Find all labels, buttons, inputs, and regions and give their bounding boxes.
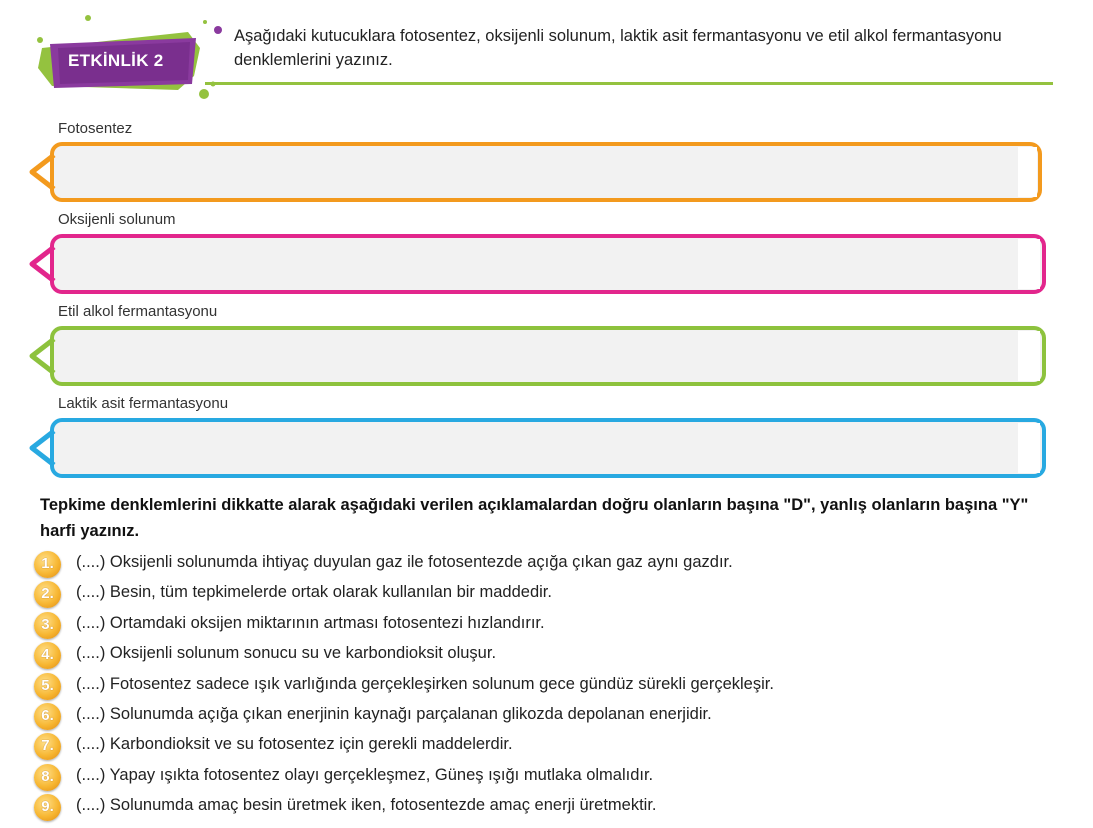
header-divider <box>205 82 1053 85</box>
questions-heading: Tepkime denklemlerini dikkatte alarak aşağıdaki verilen açıklamalardan doğru olanların başına "D", yanlış olanların başına "Y" harfi yazınız. <box>40 496 1029 540</box>
question-text[interactable]: (....) Ortamdaki oksijen miktarının artması fotosentezi hızlandırır. <box>76 614 545 632</box>
question-number: 4. <box>41 646 54 663</box>
question-number: 1. <box>41 555 54 572</box>
question-item <box>34 611 1034 641</box>
question-number: 6. <box>41 707 54 724</box>
question-item <box>34 550 1034 580</box>
question-item <box>34 793 1034 823</box>
question-item <box>34 732 1034 762</box>
answer-box-oksijenli-solunum[interactable] <box>28 233 1048 295</box>
question-item <box>34 763 1034 793</box>
box-label-laktik-asit: Laktik asit fermantasyonu <box>58 395 229 412</box>
answer-box-fotosentez[interactable] <box>28 141 1048 203</box>
question-number: 3. <box>41 616 54 633</box>
question-item <box>34 672 1034 702</box>
question-text[interactable]: (....) Yapay ışıkta fotosentez olayı gerçekleşmez, Güneş ışığı mutlaka olmalıdır. <box>76 766 654 784</box>
answer-box-laktik-asit[interactable] <box>28 417 1048 479</box>
question-item <box>34 580 1034 610</box>
question-item <box>34 641 1034 671</box>
box-label-etil-alkol: Etil alkol fermantasyonu <box>58 303 218 320</box>
box-label-oksijenli-solunum: Oksijenli solunum <box>58 211 176 228</box>
question-text[interactable]: (....) Oksijenli solunumda ihtiyaç duyulan gaz ile fotosentezde açığa çıkan gaz aynı gazdır. <box>76 553 733 571</box>
activity-badge <box>28 14 228 100</box>
question-text[interactable]: (....) Solunumda açığa çıkan enerjinin kaynağı parçalanan glikozda depolanan enerjidir. <box>76 705 712 723</box>
question-text[interactable]: (....) Besin, tüm tepkimelerde ortak olarak kullanılan bir maddedir. <box>76 583 552 601</box>
question-number: 8. <box>41 768 54 785</box>
box-label-fotosentez: Fotosentez <box>58 120 133 137</box>
question-number: 5. <box>41 677 54 694</box>
activity-badge-label: ETKİNLİK 2 <box>68 51 164 70</box>
question-number: 2. <box>41 585 54 602</box>
question-text[interactable]: (....) Fotosentez sadece ışık varlığında gerçekleşirken solunum gece gündüz sürekli gerçekleşir. <box>76 675 774 693</box>
question-text[interactable]: (....) Oksijenli solunum sonucu su ve karbondioksit oluşur. <box>76 644 497 662</box>
question-item <box>34 702 1034 732</box>
question-text[interactable]: (....) Karbondioksit ve su fotosentez için gerekli maddelerdir. <box>76 735 513 753</box>
question-text[interactable]: (....) Solunumda amaç besin üretmek iken, fotosentezde amaç enerji üretmektir. <box>76 796 657 814</box>
question-number: 9. <box>41 798 54 815</box>
answer-box-etil-alkol[interactable] <box>28 325 1048 387</box>
activity-instruction: Aşağıdaki kutucuklara fotosentez, oksijenli solunum, laktik asit fermantasyonu ve etil alkol fermantasyonu denklemlerini yazınız. <box>234 27 1002 69</box>
question-number: 7. <box>41 737 54 754</box>
